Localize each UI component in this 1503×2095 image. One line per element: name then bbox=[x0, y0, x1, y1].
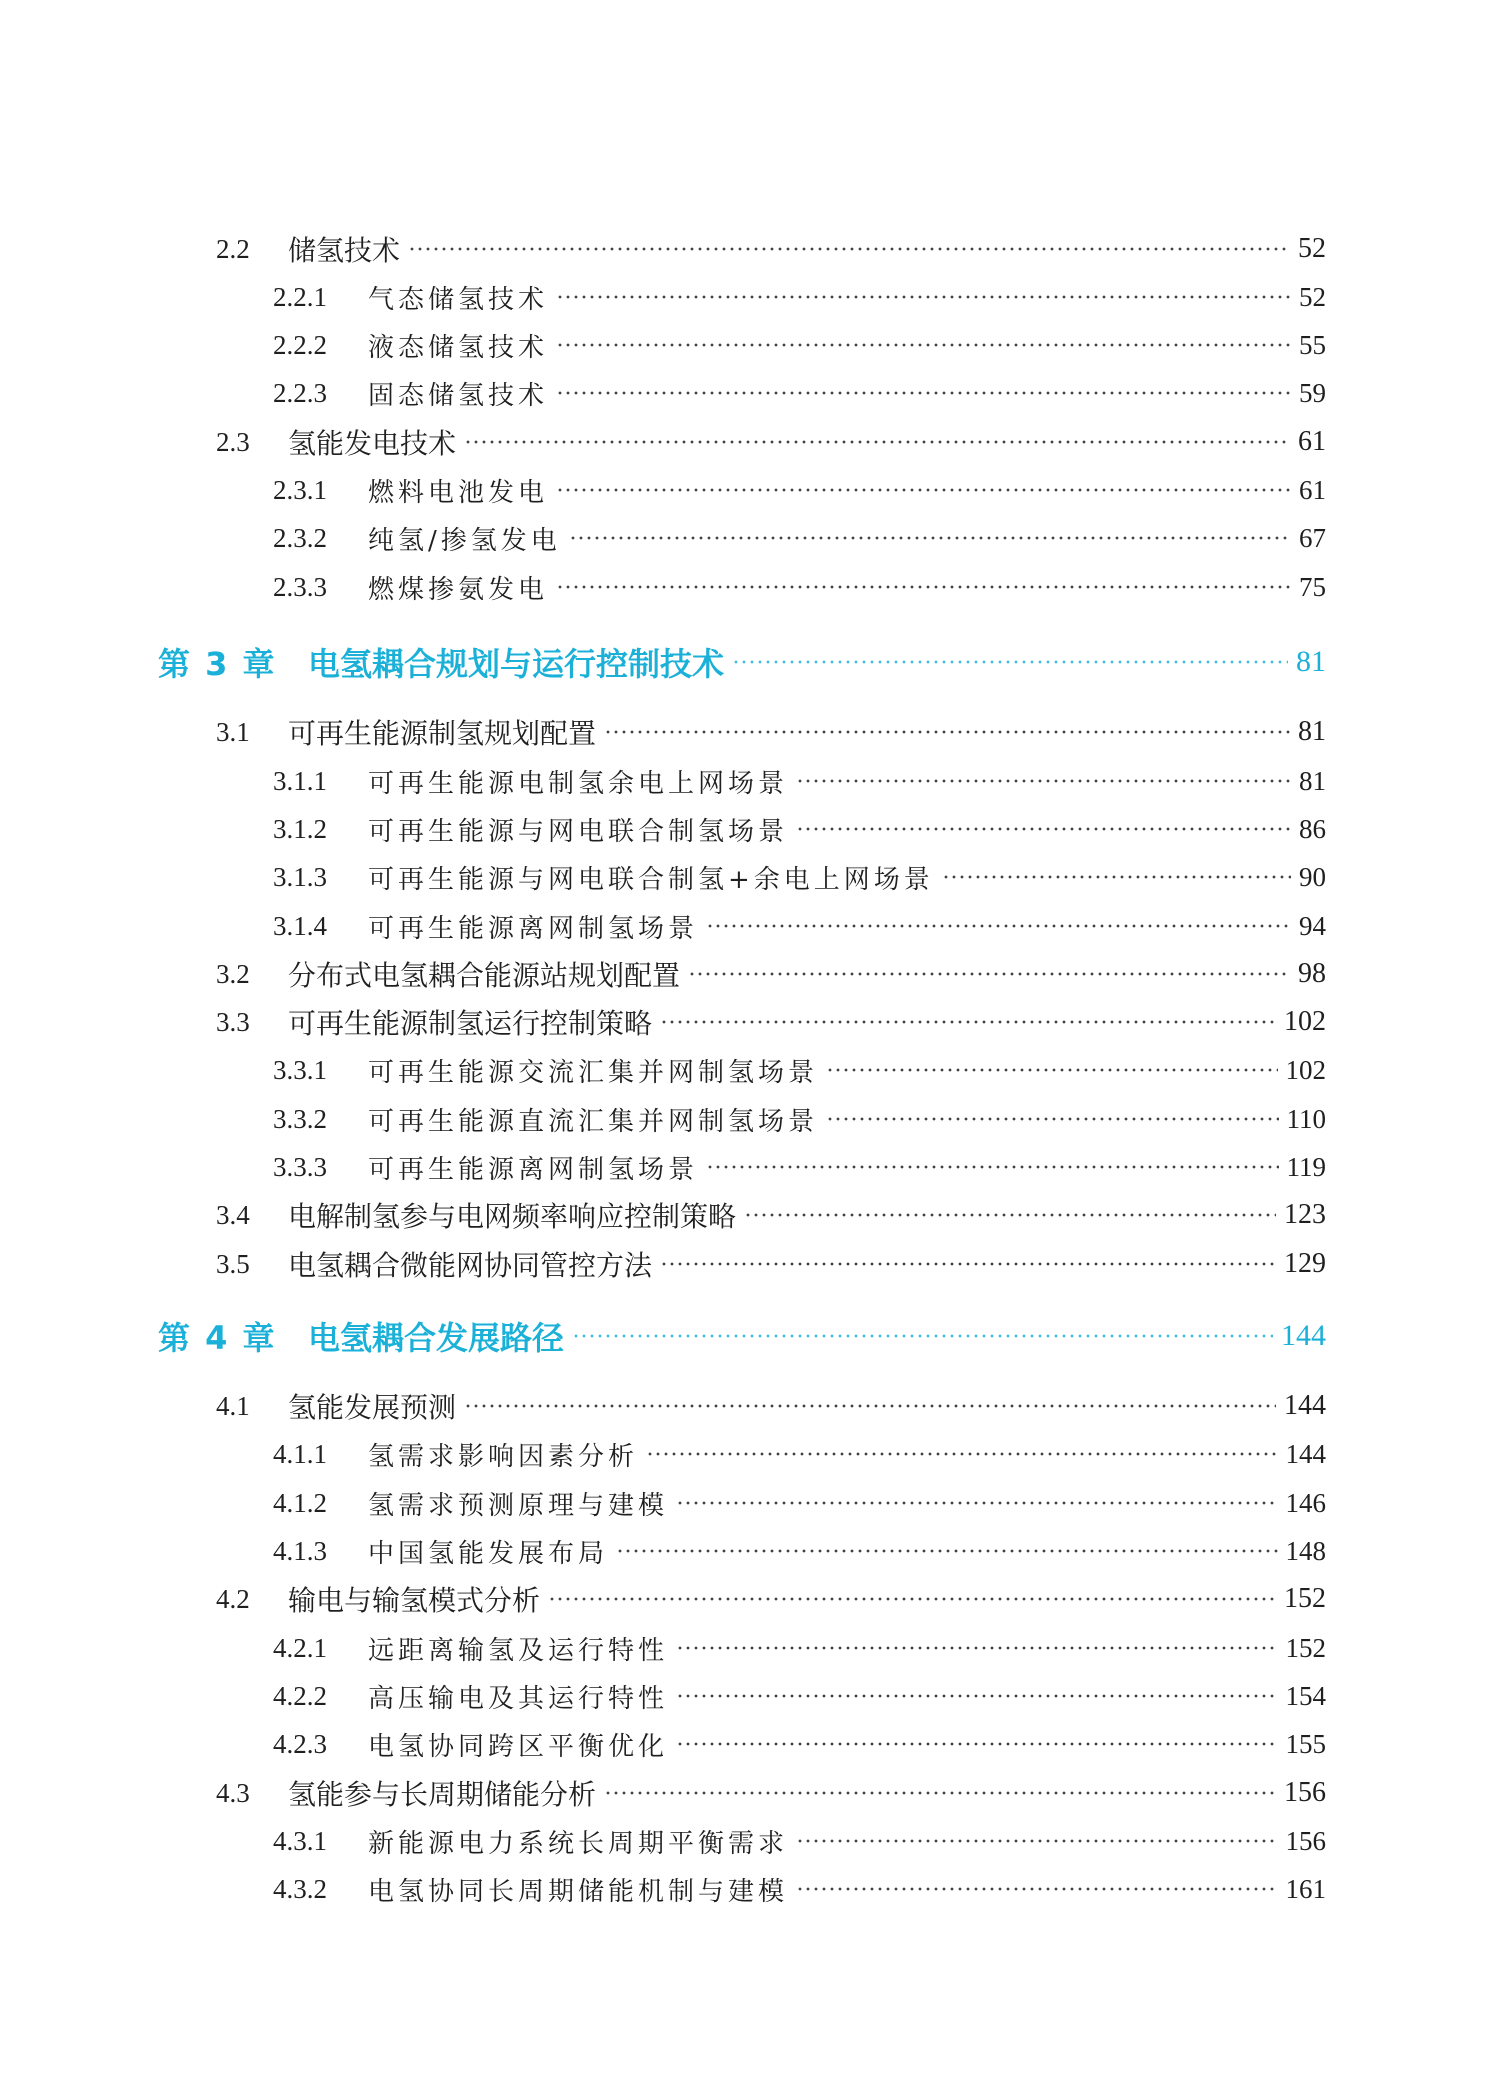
dot-leader bbox=[796, 1838, 1277, 1844]
toc-entry-section[interactable] bbox=[216, 1773, 1326, 1813]
toc-entry-subsection[interactable] bbox=[273, 567, 1326, 607]
toc-entry-subsection[interactable] bbox=[273, 1531, 1326, 1571]
entry-title: 远距离输氢及运行特性 bbox=[368, 1635, 669, 1666]
dot-leader bbox=[826, 1116, 1278, 1122]
dot-leader bbox=[660, 1019, 1276, 1025]
entry-page: 123 bbox=[1284, 1199, 1326, 1230]
chapter-number: 第 3 章 bbox=[158, 645, 277, 683]
dot-leader bbox=[796, 1886, 1277, 1892]
toc-entry-section[interactable] bbox=[216, 1002, 1326, 1042]
dot-leader bbox=[706, 923, 1291, 929]
dot-leader bbox=[706, 1164, 1278, 1170]
entry-number: 4.2.2 bbox=[273, 1680, 327, 1711]
toc-entry-section[interactable] bbox=[216, 1386, 1326, 1426]
entry-number: 3.1.3 bbox=[273, 861, 327, 892]
entry-number: 4.2.1 bbox=[273, 1632, 327, 1663]
dot-leader bbox=[604, 1790, 1276, 1796]
dot-leader bbox=[464, 439, 1290, 445]
entry-number: 4.1.1 bbox=[273, 1438, 327, 1469]
toc-entry-subsection[interactable] bbox=[273, 1099, 1326, 1139]
entry-page: 90 bbox=[1299, 861, 1326, 892]
dot-leader bbox=[796, 826, 1291, 832]
dot-leader bbox=[556, 294, 1291, 300]
entry-page: 144 bbox=[1281, 1319, 1326, 1352]
entry-number: 3.3 bbox=[216, 1006, 250, 1037]
toc-entry-subsection[interactable] bbox=[273, 373, 1326, 413]
dot-leader bbox=[556, 487, 1291, 493]
entry-title: 氢能发电技术 bbox=[288, 427, 457, 460]
toc-entry-chapter[interactable] bbox=[158, 636, 1326, 688]
entry-title: 新能源电力系统长周期平衡需求 bbox=[368, 1828, 789, 1859]
entry-page: 148 bbox=[1285, 1535, 1326, 1566]
dot-leader bbox=[616, 1548, 1277, 1554]
entry-page: 52 bbox=[1298, 233, 1326, 264]
entry-title: 可再生能源与网电联合制氢场景 bbox=[368, 816, 789, 847]
entry-page: 110 bbox=[1286, 1103, 1326, 1134]
toc-entry-subsection[interactable] bbox=[273, 809, 1326, 849]
entry-number: 2.2.2 bbox=[273, 329, 327, 360]
toc-entry-subsection[interactable] bbox=[273, 470, 1326, 510]
dot-leader bbox=[572, 1333, 1273, 1339]
entry-title: 可再生能源离网制氢场景 bbox=[368, 913, 699, 944]
dot-leader bbox=[408, 246, 1290, 252]
toc-entry-subsection[interactable] bbox=[273, 1147, 1326, 1187]
entry-title: 电氢协同长周期储能机制与建模 bbox=[368, 1876, 789, 1907]
entry-title: 氢需求预测原理与建模 bbox=[368, 1490, 669, 1521]
toc-entry-section[interactable] bbox=[216, 422, 1326, 462]
dot-leader bbox=[556, 584, 1291, 590]
toc-entry-subsection[interactable] bbox=[273, 1821, 1326, 1861]
toc-entry-subsection[interactable] bbox=[273, 1050, 1326, 1090]
entry-number: 2.3.3 bbox=[273, 571, 327, 602]
entry-title: 电氢协同跨区平衡优化 bbox=[368, 1731, 669, 1762]
entry-page: 152 bbox=[1284, 1583, 1326, 1614]
entry-number: 4.2 bbox=[216, 1583, 250, 1614]
entry-number: 2.2.1 bbox=[273, 281, 327, 312]
entry-title: 中国氢能发展布局 bbox=[368, 1538, 609, 1569]
entry-page: 119 bbox=[1286, 1151, 1326, 1182]
entry-page: 152 bbox=[1285, 1632, 1326, 1663]
toc-entry-subsection[interactable] bbox=[273, 761, 1326, 801]
entry-page: 81 bbox=[1299, 765, 1326, 796]
entry-title: 氢能参与长周期储能分析 bbox=[288, 1778, 597, 1811]
entry-page: 102 bbox=[1285, 1054, 1326, 1085]
entry-title: 高压输电及其运行特性 bbox=[368, 1683, 669, 1714]
toc-entry-section[interactable] bbox=[216, 1195, 1326, 1235]
toc-entry-subsection[interactable] bbox=[273, 857, 1326, 897]
toc-entry-subsection[interactable] bbox=[273, 1483, 1326, 1523]
entry-title: 气态储氢技术 bbox=[368, 284, 549, 315]
dot-leader bbox=[796, 778, 1291, 784]
entry-number: 3.1 bbox=[216, 716, 250, 747]
entry-number: 4.1.2 bbox=[273, 1487, 327, 1518]
dot-leader bbox=[826, 1067, 1277, 1073]
entry-title: 液态储氢技术 bbox=[368, 332, 549, 363]
dot-leader bbox=[660, 1261, 1276, 1267]
toc-entry-subsection[interactable] bbox=[273, 1869, 1326, 1909]
toc-entry-subsection[interactable] bbox=[273, 277, 1326, 317]
entry-title: 氢能发展预测 bbox=[288, 1391, 457, 1424]
dot-leader bbox=[548, 1596, 1276, 1602]
entry-number: 3.2 bbox=[216, 958, 250, 989]
entry-page: 102 bbox=[1284, 1006, 1326, 1037]
entry-number: 3.3.3 bbox=[273, 1151, 327, 1182]
chapter-number: 第 4 章 bbox=[158, 1319, 277, 1357]
toc-entry-section[interactable] bbox=[216, 954, 1326, 994]
toc-entry-section[interactable] bbox=[216, 1244, 1326, 1284]
entry-page: 144 bbox=[1285, 1438, 1326, 1469]
dot-leader bbox=[604, 729, 1290, 735]
entry-title: 氢需求影响因素分析 bbox=[368, 1441, 639, 1472]
dot-leader bbox=[688, 971, 1290, 977]
entry-page: 59 bbox=[1299, 377, 1326, 408]
entry-number: 2.2 bbox=[216, 233, 250, 264]
entry-number: 3.3.1 bbox=[273, 1054, 327, 1085]
entry-page: 61 bbox=[1298, 426, 1326, 457]
dot-leader bbox=[556, 342, 1291, 348]
entry-title: 可再生能源与网电联合制氢+余电上网场景 bbox=[368, 864, 934, 895]
entry-title: 可再生能源交流汇集并网制氢场景 bbox=[368, 1057, 819, 1088]
entry-page: 155 bbox=[1285, 1728, 1326, 1759]
entry-number: 4.2.3 bbox=[273, 1728, 327, 1759]
entry-number: 3.5 bbox=[216, 1248, 250, 1279]
toc-entry-subsection[interactable] bbox=[273, 1676, 1326, 1716]
entry-number: 4.1 bbox=[216, 1390, 250, 1421]
entry-page: 98 bbox=[1298, 958, 1326, 989]
toc-entry-subsection[interactable] bbox=[273, 1434, 1326, 1474]
entry-title: 电解制氢参与电网频率响应控制策略 bbox=[288, 1200, 737, 1233]
entry-title: 电氢耦合微能网协同管控方法 bbox=[288, 1249, 653, 1282]
entry-number: 3.4 bbox=[216, 1199, 250, 1230]
entry-number: 4.3 bbox=[216, 1777, 250, 1808]
entry-page: 144 bbox=[1284, 1390, 1326, 1421]
dot-leader bbox=[942, 874, 1291, 880]
entry-title: 储氢技术 bbox=[288, 234, 401, 267]
entry-page: 154 bbox=[1285, 1680, 1326, 1711]
entry-page: 156 bbox=[1285, 1825, 1326, 1856]
entry-page: 67 bbox=[1299, 522, 1326, 553]
dot-leader bbox=[676, 1500, 1277, 1506]
dot-leader bbox=[744, 1212, 1276, 1218]
entry-page: 161 bbox=[1285, 1873, 1326, 1904]
dot-leader bbox=[464, 1403, 1276, 1409]
entry-page: 81 bbox=[1298, 716, 1326, 747]
entry-title: 可再生能源制氢规划配置 bbox=[288, 717, 597, 750]
entry-number: 3.1.4 bbox=[273, 910, 327, 941]
entry-title: 可再生能源电制氢余电上网场景 bbox=[368, 768, 789, 799]
entry-number: 2.3.2 bbox=[273, 522, 327, 553]
toc-entry-section[interactable] bbox=[216, 1579, 1326, 1619]
toc-entry-chapter[interactable] bbox=[158, 1310, 1326, 1362]
entry-title: 输电与输氢模式分析 bbox=[288, 1584, 541, 1617]
entry-page: 55 bbox=[1299, 329, 1326, 360]
entry-number: 3.3.2 bbox=[273, 1103, 327, 1134]
chapter-title: 电氢耦合规划与运行控制技术 bbox=[308, 645, 725, 683]
dot-leader bbox=[676, 1645, 1277, 1651]
toc-entry-subsection[interactable] bbox=[273, 906, 1326, 946]
toc-entry-subsection[interactable] bbox=[273, 1628, 1326, 1668]
toc-entry-subsection[interactable] bbox=[273, 518, 1326, 558]
dot-leader bbox=[646, 1451, 1277, 1457]
dot-leader bbox=[676, 1693, 1277, 1699]
entry-title: 燃料电池发电 bbox=[368, 477, 549, 508]
entry-title: 燃煤掺氨发电 bbox=[368, 574, 549, 605]
dot-leader bbox=[569, 535, 1291, 541]
entry-title: 可再生能源制氢运行控制策略 bbox=[288, 1007, 653, 1040]
toc-entry-subsection[interactable] bbox=[273, 1724, 1326, 1764]
entry-number: 3.1.2 bbox=[273, 813, 327, 844]
entry-title: 分布式电氢耦合能源站规划配置 bbox=[288, 959, 681, 992]
dot-leader bbox=[732, 659, 1288, 665]
entry-title: 纯氢/掺氢发电 bbox=[368, 525, 561, 556]
entry-number: 4.3.1 bbox=[273, 1825, 327, 1856]
entry-page: 75 bbox=[1299, 571, 1326, 602]
entry-number: 2.3.1 bbox=[273, 474, 327, 505]
dot-leader bbox=[676, 1741, 1277, 1747]
entry-page: 156 bbox=[1284, 1777, 1326, 1808]
toc-entry-subsection[interactable] bbox=[273, 325, 1326, 365]
toc-entry-section[interactable] bbox=[216, 712, 1326, 752]
entry-title: 可再生能源直流汇集并网制氢场景 bbox=[368, 1106, 819, 1137]
chapter-title: 电氢耦合发展路径 bbox=[308, 1319, 565, 1357]
entry-number: 4.3.2 bbox=[273, 1873, 327, 1904]
entry-number: 3.1.1 bbox=[273, 765, 327, 796]
entry-page: 52 bbox=[1299, 281, 1326, 312]
entry-page: 129 bbox=[1284, 1248, 1326, 1279]
entry-number: 2.2.3 bbox=[273, 377, 327, 408]
entry-page: 61 bbox=[1299, 474, 1326, 505]
entry-page: 94 bbox=[1299, 910, 1326, 941]
entry-page: 86 bbox=[1299, 813, 1326, 844]
entry-page: 146 bbox=[1285, 1487, 1326, 1518]
entry-page: 81 bbox=[1296, 645, 1326, 678]
toc-entry-section[interactable] bbox=[216, 229, 1326, 269]
entry-title: 固态储氢技术 bbox=[368, 380, 549, 411]
entry-number: 4.1.3 bbox=[273, 1535, 327, 1566]
entry-number: 2.3 bbox=[216, 426, 250, 457]
entry-title: 可再生能源离网制氢场景 bbox=[368, 1154, 699, 1185]
dot-leader bbox=[556, 390, 1291, 396]
